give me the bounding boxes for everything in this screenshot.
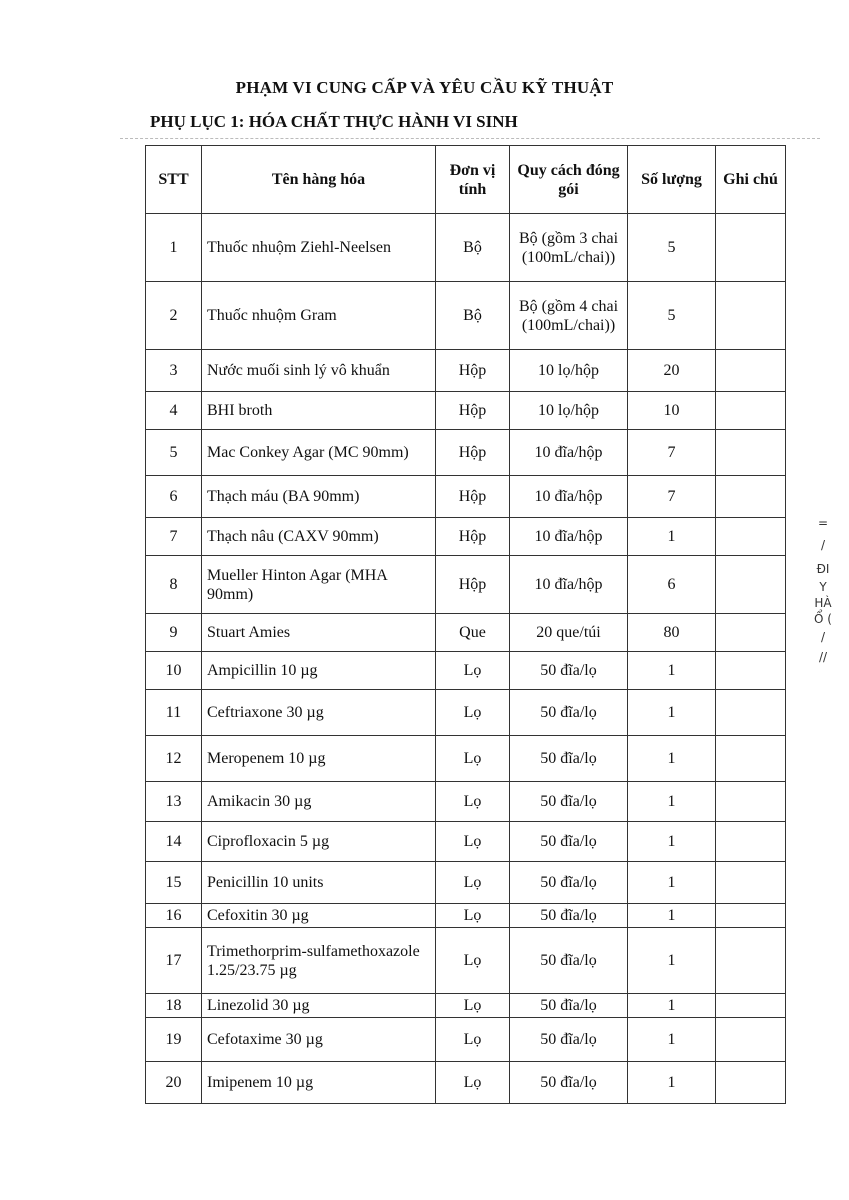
appendix-title: PHỤ LỤC 1: HÓA CHẤT THỰC HÀNH VI SINH xyxy=(150,112,518,131)
cell-qty: 1 xyxy=(628,652,716,690)
cell-stt: 11 xyxy=(146,690,202,736)
table-row xyxy=(146,928,786,994)
cell-note xyxy=(716,430,786,476)
cell-name: Nước muối sinh lý vô khuẩn xyxy=(202,350,436,392)
cell-name: Cefoxitin 30 µg xyxy=(202,904,436,928)
cell-stt: 20 xyxy=(146,1062,202,1104)
cell-note xyxy=(716,518,786,556)
cell-packing: 10 đĩa/hộp xyxy=(510,430,628,476)
cell-packing: Bộ (gồm 4 chai (100mL/chai)) xyxy=(510,282,628,350)
table-row xyxy=(146,782,786,822)
cell-note xyxy=(716,350,786,392)
cell-stt: 6 xyxy=(146,476,202,518)
cell-stt: 12 xyxy=(146,736,202,782)
cell-unit: Hộp xyxy=(436,350,510,392)
header-stt: STT xyxy=(146,146,202,214)
cell-unit: Lọ xyxy=(436,862,510,904)
cell-unit: Que xyxy=(436,614,510,652)
cell-note xyxy=(716,1062,786,1104)
cell-name: Amikacin 30 µg xyxy=(202,782,436,822)
header-name: Tên hàng hóa xyxy=(202,146,436,214)
table-row xyxy=(146,904,786,928)
cell-stt: 2 xyxy=(146,282,202,350)
cell-note xyxy=(716,652,786,690)
cell-stt: 17 xyxy=(146,928,202,994)
cell-note xyxy=(716,904,786,928)
cell-note xyxy=(716,994,786,1018)
margin-stamp-fragment: / xyxy=(820,538,826,552)
cell-packing: 50 đĩa/lọ xyxy=(510,652,628,690)
cell-qty: 7 xyxy=(628,476,716,518)
cell-qty: 1 xyxy=(628,904,716,928)
cell-name: Thuốc nhuộm Ziehl-Neelsen xyxy=(202,214,436,282)
cell-stt: 16 xyxy=(146,904,202,928)
margin-stamp-fragment: HÀ xyxy=(814,596,832,610)
scan-artifact-line xyxy=(120,138,820,139)
cell-unit: Bộ xyxy=(436,214,510,282)
table-row xyxy=(146,518,786,556)
cell-unit: Bộ xyxy=(436,282,510,350)
cell-note xyxy=(716,736,786,782)
margin-stamp-fragment: ĐI xyxy=(816,562,830,576)
goods-table xyxy=(145,145,786,1104)
cell-name: Mueller Hinton Agar (MHA 90mm) xyxy=(202,556,436,614)
table-row xyxy=(146,736,786,782)
cell-name: Ceftriaxone 30 µg xyxy=(202,690,436,736)
cell-qty: 1 xyxy=(628,862,716,904)
cell-note xyxy=(716,214,786,282)
cell-note xyxy=(716,282,786,350)
cell-name: Meropenem 10 µg xyxy=(202,736,436,782)
cell-stt: 14 xyxy=(146,822,202,862)
cell-stt: 3 xyxy=(146,350,202,392)
cell-name: Thuốc nhuộm Gram xyxy=(202,282,436,350)
cell-qty: 7 xyxy=(628,430,716,476)
table-row xyxy=(146,994,786,1018)
table-row xyxy=(146,476,786,518)
cell-qty: 6 xyxy=(628,556,716,614)
cell-unit: Hộp xyxy=(436,518,510,556)
cell-name: Linezolid 30 µg xyxy=(202,994,436,1018)
cell-stt: 10 xyxy=(146,652,202,690)
cell-note xyxy=(716,1018,786,1062)
cell-name: Trimethorprim-sulfamethoxazole 1.25/23.75 µg xyxy=(202,928,436,994)
cell-qty: 1 xyxy=(628,994,716,1018)
cell-packing: 10 đĩa/hộp xyxy=(510,556,628,614)
header-packing: Quy cách đóng gói xyxy=(510,146,628,214)
margin-stamp-fragment: // xyxy=(818,650,828,664)
header-qty: Số lượng xyxy=(628,146,716,214)
margin-stamp-fragment: Ổ ( xyxy=(814,612,832,626)
cell-packing: 50 đĩa/lọ xyxy=(510,928,628,994)
cell-unit: Lọ xyxy=(436,782,510,822)
cell-stt: 15 xyxy=(146,862,202,904)
cell-name: Mac Conkey Agar (MC 90mm) xyxy=(202,430,436,476)
cell-unit: Lọ xyxy=(436,690,510,736)
margin-stamp-fragment: / xyxy=(820,630,826,644)
table-row xyxy=(146,1062,786,1104)
cell-packing: 50 đĩa/lọ xyxy=(510,782,628,822)
cell-unit: Lọ xyxy=(436,1018,510,1062)
cell-unit: Lọ xyxy=(436,652,510,690)
cell-packing: 50 đĩa/lọ xyxy=(510,736,628,782)
cell-unit: Lọ xyxy=(436,736,510,782)
cell-qty: 1 xyxy=(628,1018,716,1062)
cell-packing: 10 đĩa/hộp xyxy=(510,476,628,518)
table-header-row xyxy=(146,146,786,214)
cell-note xyxy=(716,928,786,994)
cell-note xyxy=(716,822,786,862)
cell-name: Ciprofloxacin 5 µg xyxy=(202,822,436,862)
cell-unit: Lọ xyxy=(436,1062,510,1104)
table-row xyxy=(146,282,786,350)
table-row xyxy=(146,392,786,430)
table-row xyxy=(146,556,786,614)
cell-packing: 50 đĩa/lọ xyxy=(510,1018,628,1062)
cell-packing: 10 lọ/hộp xyxy=(510,392,628,430)
cell-packing: 50 đĩa/lọ xyxy=(510,822,628,862)
cell-name: Cefotaxime 30 µg xyxy=(202,1018,436,1062)
cell-packing: 50 đĩa/lọ xyxy=(510,994,628,1018)
header-note: Ghi chú xyxy=(716,146,786,214)
cell-note xyxy=(716,392,786,430)
table-row xyxy=(146,350,786,392)
cell-stt: 8 xyxy=(146,556,202,614)
cell-note xyxy=(716,556,786,614)
cell-stt: 4 xyxy=(146,392,202,430)
cell-qty: 1 xyxy=(628,1062,716,1104)
table-row xyxy=(146,1018,786,1062)
cell-name: BHI broth xyxy=(202,392,436,430)
cell-note xyxy=(716,476,786,518)
cell-qty: 10 xyxy=(628,392,716,430)
cell-name: Stuart Amies xyxy=(202,614,436,652)
cell-unit: Lọ xyxy=(436,994,510,1018)
table-row xyxy=(146,862,786,904)
cell-stt: 9 xyxy=(146,614,202,652)
table-row xyxy=(146,430,786,476)
cell-name: Penicillin 10 units xyxy=(202,862,436,904)
cell-packing: 50 đĩa/lọ xyxy=(510,690,628,736)
cell-unit: Hộp xyxy=(436,392,510,430)
cell-name: Thạch máu (BA 90mm) xyxy=(202,476,436,518)
cell-packing: 50 đĩa/lọ xyxy=(510,904,628,928)
cell-stt: 13 xyxy=(146,782,202,822)
cell-unit: Hộp xyxy=(436,556,510,614)
cell-stt: 19 xyxy=(146,1018,202,1062)
cell-name: Ampicillin 10 µg xyxy=(202,652,436,690)
cell-unit: Lọ xyxy=(436,822,510,862)
cell-packing: 50 đĩa/lọ xyxy=(510,1062,628,1104)
cell-qty: 1 xyxy=(628,736,716,782)
cell-unit: Hộp xyxy=(436,476,510,518)
cell-qty: 5 xyxy=(628,282,716,350)
cell-packing: 10 lọ/hộp xyxy=(510,350,628,392)
table-row xyxy=(146,822,786,862)
cell-note xyxy=(716,690,786,736)
table-row xyxy=(146,614,786,652)
cell-stt: 18 xyxy=(146,994,202,1018)
cell-packing: 20 que/túi xyxy=(510,614,628,652)
table-row xyxy=(146,690,786,736)
cell-qty: 1 xyxy=(628,690,716,736)
cell-note xyxy=(716,614,786,652)
cell-qty: 1 xyxy=(628,782,716,822)
cell-qty: 1 xyxy=(628,518,716,556)
page-title: PHẠM VI CUNG CẤP VÀ YÊU CẦU KỸ THUẬT xyxy=(235,78,614,97)
header-unit: Đơn vị tính xyxy=(436,146,510,214)
cell-unit: Lọ xyxy=(436,928,510,994)
margin-stamp-fragment: Y xyxy=(819,580,827,594)
cell-packing: Bộ (gồm 3 chai (100mL/chai)) xyxy=(510,214,628,282)
cell-name: Imipenem 10 µg xyxy=(202,1062,436,1104)
cell-name: Thạch nâu (CAXV 90mm) xyxy=(202,518,436,556)
cell-note xyxy=(716,862,786,904)
table-row xyxy=(146,652,786,690)
cell-packing: 10 đĩa/hộp xyxy=(510,518,628,556)
cell-stt: 7 xyxy=(146,518,202,556)
cell-unit: Hộp xyxy=(436,430,510,476)
cell-stt: 5 xyxy=(146,430,202,476)
cell-packing: 50 đĩa/lọ xyxy=(510,862,628,904)
cell-note xyxy=(716,782,786,822)
cell-qty: 5 xyxy=(628,214,716,282)
cell-qty: 1 xyxy=(628,822,716,862)
cell-qty: 20 xyxy=(628,350,716,392)
margin-stamp-fragment: = xyxy=(817,516,829,530)
table-row xyxy=(146,214,786,282)
cell-qty: 1 xyxy=(628,928,716,994)
cell-stt: 1 xyxy=(146,214,202,282)
cell-unit: Lọ xyxy=(436,904,510,928)
cell-qty: 80 xyxy=(628,614,716,652)
